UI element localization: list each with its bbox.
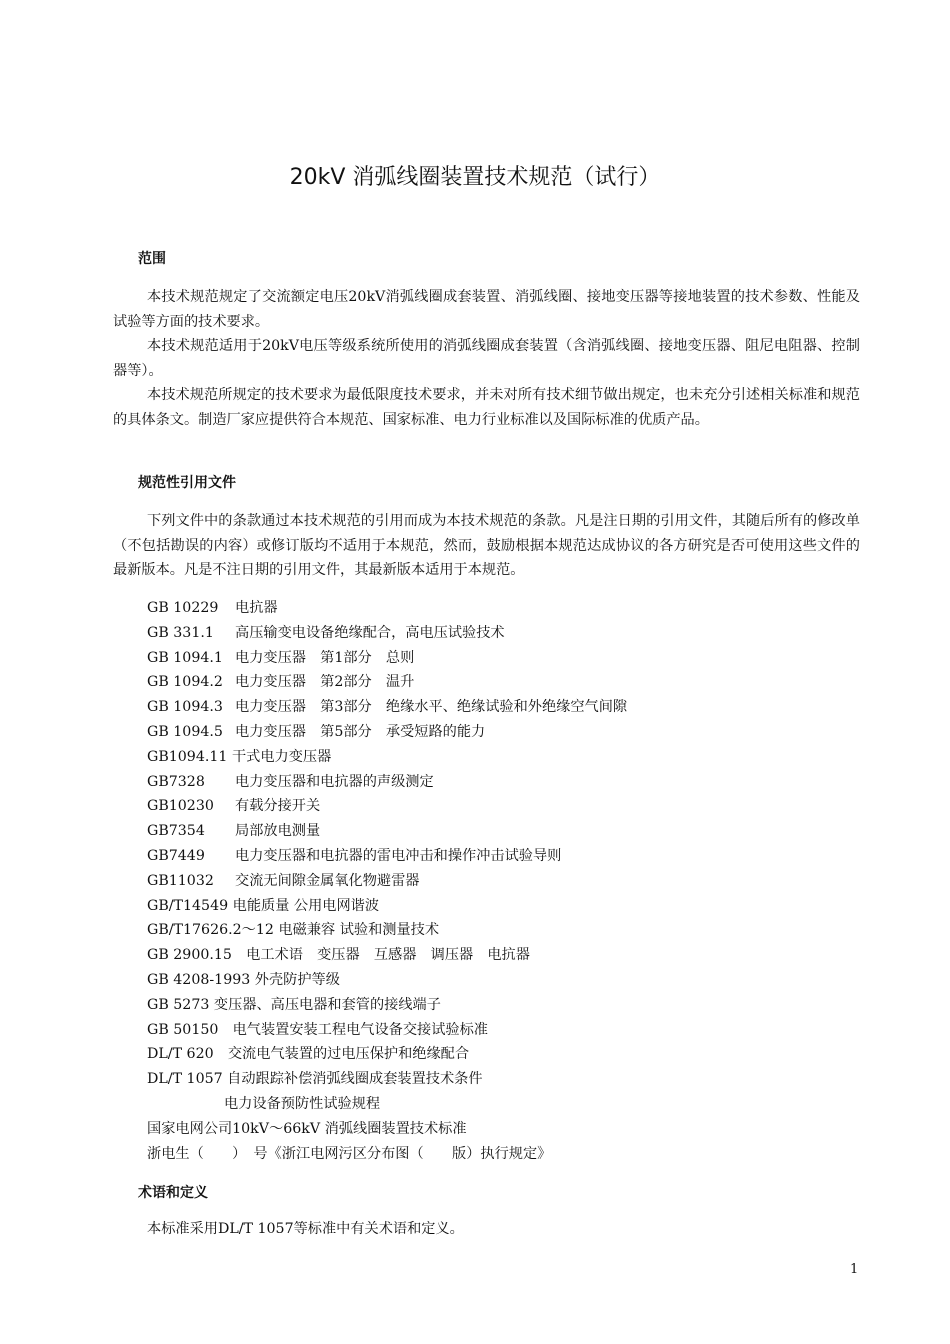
- reference-list: [147, 596, 847, 1166]
- reference-item: GB/T17626.2～12 电磁兼容 试验和测量技术: [147, 922, 440, 939]
- reference-item: GB 10229 电抗器: [147, 600, 278, 616]
- reference-item: GB 1094.5 电力变压器 第5部分 承受短路的能力: [147, 723, 486, 740]
- reference-item: DL/T 1057 自动跟踪补偿消弧线圈成套装置技术条件: [147, 1071, 483, 1088]
- reference-item: DL/T 620 交流电气装置的过电压保护和绝缘配合: [147, 1046, 470, 1063]
- document-title: 20kV 消弧线圈装置技术规范（试行）: [289, 165, 661, 190]
- reference-item: GB 1094.1 电力变压器 第1部分 总则: [147, 649, 415, 666]
- section-heading-references: 规范性引用文件: [138, 475, 236, 491]
- reference-item: GB 4208-1993 外壳防护等级: [147, 971, 340, 988]
- reference-item: GB/T14549 电能质量 公用电网谐波: [147, 897, 380, 914]
- scope-paragraph-1: 本技术规范规定了交流额定电压20kV消弧线圈成套装置、消弧线圈、接地变压器等接地装置的技术参数、性能及试验等方面的技术要求。: [113, 289, 860, 330]
- scope-paragraph-2: 本技术规范适用于20kV电压等级系统所使用的消弧线圈成套装置（含消弧线圈、接地变压器、阻尼电阻器、控制器等）。: [113, 338, 860, 379]
- reference-item: GB 50150 电气装置安装工程电气设备交接试验标准: [147, 1021, 488, 1038]
- reference-item: 浙电生（ ） 号《浙江电网污区分布图（ 版）执行规定》: [147, 1145, 552, 1162]
- reference-item: GB7354 局部放电测量: [147, 823, 321, 840]
- reference-item: GB1094.11 干式电力变压器: [147, 748, 332, 765]
- terms-paragraph: 本标准采用DL/T 1057等标准中有关术语和定义。: [147, 1221, 464, 1237]
- reference-item: 国家电网公司10kV～66kV 消弧线圈装置技术标准: [147, 1120, 467, 1137]
- reference-item: 电力设备预防性试验规程: [224, 1095, 381, 1112]
- scope-paragraph-3: 本技术规范所规定的技术要求为最低限度技术要求，并未对所有技术细节做出规定，也未充分引述相关标准和规范的具体条文。制造厂家应提供符合本规范、国家标准、电力行业标准以及国际标准的优质产品。: [113, 387, 860, 428]
- section-heading-terms: 术语和定义: [138, 1185, 208, 1201]
- reference-item: GB11032 交流无间隙金属氧化物避雷器: [147, 872, 420, 889]
- reference-item: GB10230 有载分接开关: [147, 798, 321, 815]
- references-intro: 下列文件中的条款通过本技术规范的引用而成为本技术规范的条款。凡是注日期的引用文件，其随后所有的修改单（不包括勘误的内容）或修订版均不适用于本规范，然而，鼓励根据本规范达成协议的各方研究是否可使用这些文件的最新版本。凡是不注日期的引用文件，其最新版本适用于本规范。: [113, 513, 860, 578]
- reference-item: GB 331.1 高压输变电设备绝缘配合，高电压试验技术: [147, 624, 505, 641]
- reference-item: GB 2900.15 电工术语 变压器 互感器 调压器 电抗器: [147, 947, 530, 964]
- reference-item: GB 1094.3 电力变压器 第3部分 绝缘水平、绝缘试验和外绝缘空气间隙: [147, 699, 628, 716]
- page-number: 1: [850, 1262, 859, 1277]
- reference-item: GB 1094.2 电力变压器 第2部分 温升: [147, 674, 415, 691]
- section-heading-scope: 范围: [138, 251, 166, 267]
- reference-item: GB7449 电力变压器和电抗器的雷电冲击和操作冲击试验导则: [147, 847, 562, 864]
- reference-item: GB 5273 变压器、高压电器和套管的接线端子: [147, 996, 441, 1013]
- reference-item: GB7328 电力变压器和电抗器的声级测定: [147, 773, 434, 790]
